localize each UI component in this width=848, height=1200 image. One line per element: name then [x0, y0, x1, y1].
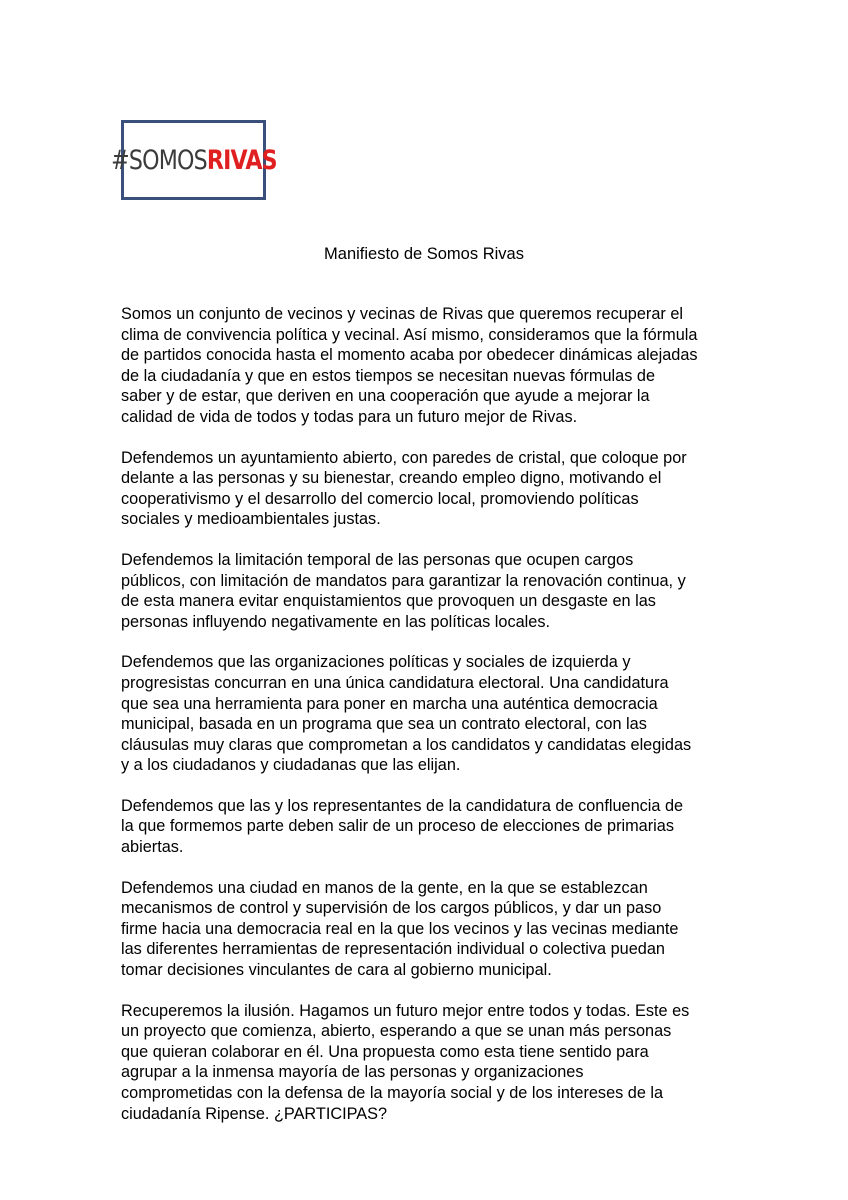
paragraph-line: calidad de vida de todos y todas para un futuro mejor de Rivas. — [121, 407, 578, 426]
paragraph-5 — [121, 796, 733, 858]
paragraph-line: la que formemos parte deben salir de un proceso de elecciones de primarias — [121, 817, 674, 836]
paragraph-line: que quieran colaborar en él. Una propuesta como esta tiene sentido para — [121, 1042, 649, 1061]
paragraph-line: Defendemos una ciudad en manos de la gente, en la que se establezcan — [121, 878, 648, 897]
paragraph-line: un proyecto que comienza, abierto, esperando a que se unan más personas — [121, 1022, 672, 1041]
paragraph-line: firme hacia una democracia real en la que los vecinos y las vecinas mediante — [121, 919, 679, 938]
paragraph-line: Somos un conjunto de vecinos y vecinas de Rivas que queremos recuperar el — [121, 305, 684, 323]
paragraph-line: públicos, con limitación de mandatos para garantizar la renovación continua, y — [121, 571, 686, 590]
somos-rivas-logo — [110, 120, 277, 200]
paragraph-line: de partidos conocida hasta el momento acaba por obedecer dinámicas alejadas — [121, 346, 698, 365]
document-body — [121, 304, 733, 1144]
paragraph-3 — [121, 550, 733, 632]
paragraph-7 — [121, 1001, 733, 1125]
paragraph-line: Defendemos un ayuntamiento abierto, con paredes de cristal, que coloque por — [121, 448, 687, 467]
paragraph-line: Defendemos que las organizaciones políticas y sociales de izquierda y — [121, 653, 631, 672]
paragraph-line: abiertas. — [121, 838, 184, 857]
paragraph-line: de la ciudadanía y que en estos tiempos se necesitan nuevas fórmulas de — [121, 366, 655, 385]
paragraph-line: de esta manera evitar enquistamientos que provoquen un desgaste en las — [121, 592, 656, 611]
paragraph-line: delante a las personas y su bienestar, creando empleo digno, motivando el — [121, 469, 662, 488]
paragraph-line: Defendemos la limitación temporal de las personas que ocupen cargos — [121, 550, 634, 569]
paragraph-line: clima de convivencia política y vecinal. Así mismo, consideramos que la fórmula — [121, 325, 698, 344]
paragraph-line: progresistas concurran en una única candidatura electoral. Una candidatura — [121, 673, 669, 692]
paragraph-line: que sea una herramienta para poner en marcha una auténtica democracia — [121, 694, 658, 713]
paragraph-line: mecanismos de control y supervisión de los cargos públicos, y dar un paso — [121, 899, 662, 918]
paragraph-line: Recuperemos la ilusión. Hagamos un futuro mejor entre todos y todas. Este es — [121, 1001, 690, 1020]
paragraph-line: ciudadanía Ripense. ¿PARTICIPAS? — [121, 1104, 388, 1123]
logo-prefix: #SOMOS — [110, 144, 207, 176]
paragraph-line: y a los ciudadanos y ciudadanas que las elijan. — [121, 756, 461, 775]
paragraph-4 — [121, 652, 733, 776]
paragraph-line: saber y de estar, que deriven en una cooperación que ayude a mejorar la — [121, 387, 650, 406]
paragraph-line: Defendemos que las y los representantes de la candidatura de confluencia de — [121, 796, 684, 815]
logo-accent: RIVAS — [206, 144, 277, 176]
logo-wordmark — [110, 144, 277, 176]
paragraph-line: comprometidas con la defensa de la mayoría social y de los intereses de la — [121, 1084, 664, 1102]
paragraph-line: agrupar a la inmensa mayoría de las personas y organizaciones — [121, 1063, 584, 1082]
paragraph-line: personas influyendo negativamente en las políticas locales. — [121, 612, 551, 631]
document-title: Manifiesto de Somos Rivas — [324, 245, 524, 263]
paragraph-2 — [121, 448, 733, 530]
paragraph-line: cooperativismo y el desarrollo del comercio local, promoviendo políticas — [121, 489, 639, 508]
paragraph-line: las diferentes herramientas de representación individual o colectiva puedan — [121, 940, 665, 959]
paragraph-line: sociales y medioambientales justas. — [121, 510, 381, 529]
paragraph-line: tomar decisiones vinculantes de cara al gobierno municipal. — [121, 961, 552, 980]
paragraph-line: cláusulas muy claras que comprometan a los candidatos y candidatas elegidas — [121, 735, 692, 754]
paragraph-1 — [121, 304, 733, 428]
paragraph-line: municipal, basada en un programa que sea un contrato electoral, con las — [121, 715, 647, 734]
paragraph-6 — [121, 878, 733, 981]
